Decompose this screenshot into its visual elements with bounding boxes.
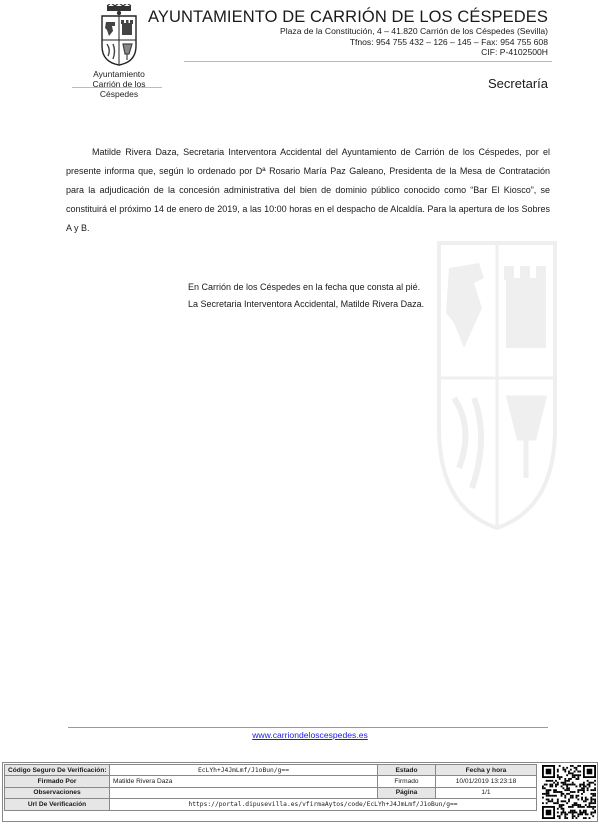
page-label: Página — [378, 787, 436, 798]
cif-line: CIF: P-4102500H — [481, 47, 548, 58]
municipality-title: AYUNTAMIENTO DE CARRIÓN DE LOS CÉSPEDES — [148, 8, 548, 26]
footer-divider — [68, 727, 548, 728]
crest-caption — [78, 69, 160, 99]
closing-signer-line: La Secretaria Interventora Accidental, Matilde Rivera Daza. — [188, 299, 425, 309]
observations-value — [110, 787, 378, 798]
signature-datetime: 10/01/2019 13:23:18 — [436, 776, 537, 787]
crest-caption-line: Carrión de los Céspedes — [92, 79, 146, 99]
status-label: Estado — [378, 765, 436, 776]
signed-by-label: Firmado Por — [5, 776, 110, 787]
verification-code: EcLYh+J4JmLmf/J1oBun/g== — [110, 765, 378, 776]
signer-name: Matilde Rivera Daza — [110, 776, 378, 787]
phone-line: Tfnos: 954 755 432 – 126 – 145 – Fax: 954 755 608 — [349, 36, 548, 47]
website-link[interactable]: www.carriondeloscespedes.es — [252, 730, 368, 740]
qr-code-icon — [542, 765, 596, 819]
closing-place-line: En Carrión de los Céspedes en la fecha que consta al pié. — [188, 282, 421, 292]
signature-status: Firmado — [378, 776, 436, 787]
signature-row — [5, 787, 537, 798]
letterhead-contact — [280, 26, 548, 58]
department-label: Secretaría — [488, 76, 548, 91]
address-line: Plaza de la Constitución, 4 – 41.820 Carrión de los Céspedes (Sevilla) — [280, 26, 548, 36]
watermark-crest-icon — [434, 238, 560, 530]
closing-block — [188, 279, 424, 313]
signature-row — [5, 765, 537, 776]
datetime-label: Fecha y hora — [436, 765, 537, 776]
signature-row — [5, 776, 537, 787]
coat-of-arms-icon — [99, 4, 139, 66]
crest-caption-line: Ayuntamiento — [93, 69, 145, 79]
signature-table — [4, 764, 537, 811]
url-label: Url De Verificación — [5, 799, 110, 810]
report-body: Matilde Rivera Daza, Secretaria Interventora Accidental del Ayuntamiento de Carrión de los Céspedes, por el presente informa que, según lo ordenado por Dª Rosario María Paz Galeano, Presidenta de la Mesa de Contratación para la adjudicación de la concesión administrativa del bien de dominio público conocido como “Bar El Kiosco”, se constituirá el próximo 14 de enero de 2019, a las 10:00 horas en el despacho de Alcaldía. Para la apertura de los Sobres A y B. — [66, 147, 550, 233]
observations-label: Observaciones — [5, 787, 110, 798]
code-label: Código Seguro De Verificación: — [5, 765, 110, 776]
header-divider — [184, 61, 552, 62]
signature-row — [5, 799, 537, 810]
crest-divider — [72, 87, 162, 88]
verification-url[interactable]: https://portal.dipusevilla.es/vfirmaAytos/code/EcLYh+J4JmLmf/J1oBun/g== — [110, 799, 537, 810]
page-number: 1/1 — [436, 787, 537, 798]
